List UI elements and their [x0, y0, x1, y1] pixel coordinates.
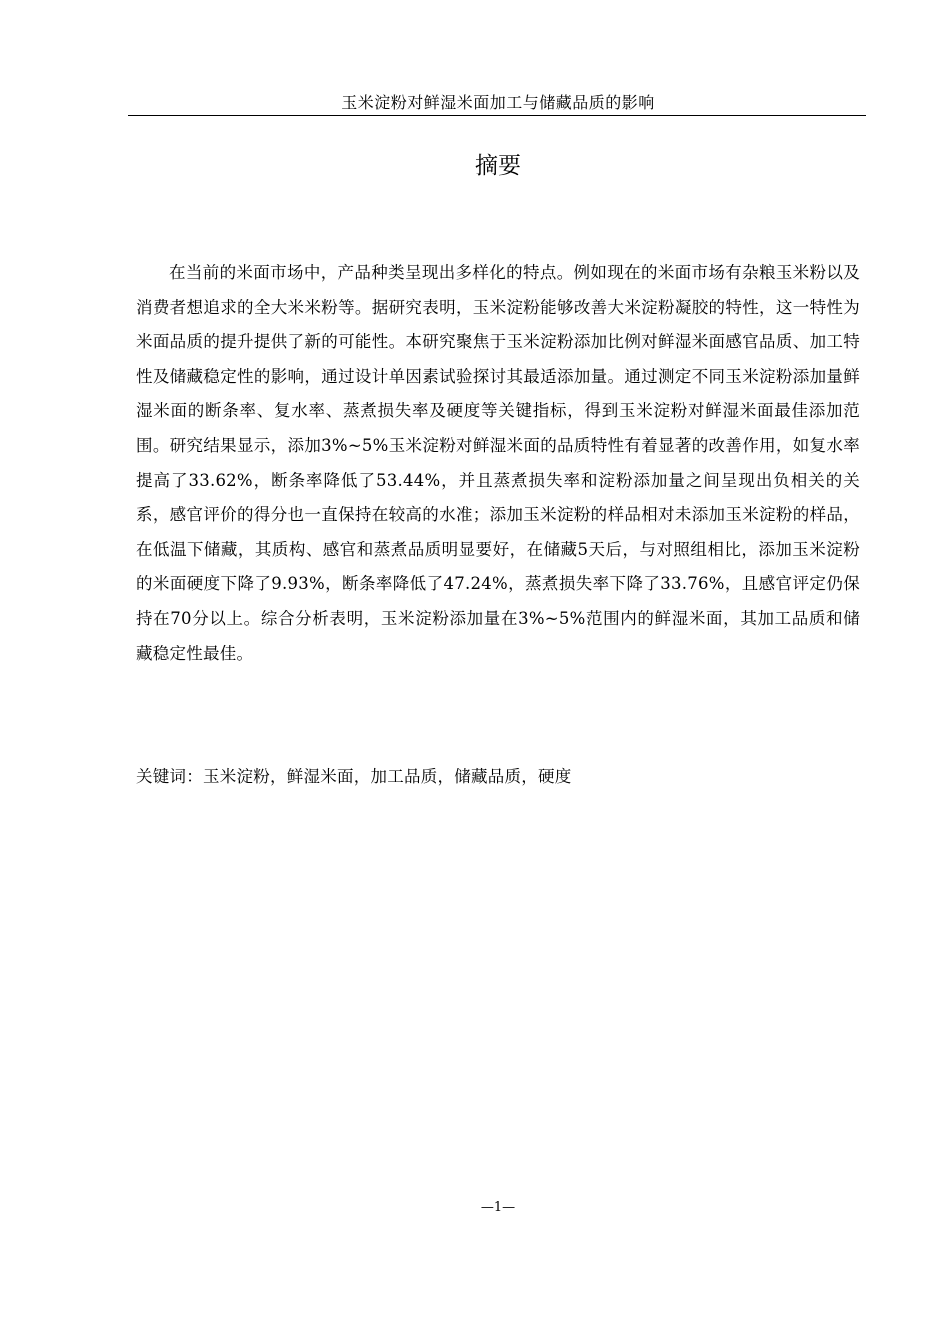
page-title: 摘要 [475, 153, 521, 179]
running-header-title: 玉米淀粉对鲜湿米面加工与储藏品质的影响 [341, 93, 655, 112]
header-divider [128, 115, 866, 116]
keywords-line: 关键词：玉米淀粉，鲜湿米面，加工品质，储藏品质，硬度 [136, 767, 572, 786]
abstract-paragraph: 在当前的米面市场中，产品种类呈现出多样化的特点。例如现在的米面市场有杂粮玉米粉以及消费者想追求的全大米米粉等。据研究表明，玉米淀粉能够改善大米淀粉凝胶的特性，这一特性为米面品质的提升提供了新的可能性。本研究聚焦于玉米淀粉添加比例对鲜湿米面感官品质、加工特性及储藏稳定性的影响，通过设计单因素试验探讨其最适添加量。通过测定不同玉米淀粉添加量鲜湿米面的断条率、复水率、蒸煮损失率及硬度等关键指标，得到玉米淀粉对鲜湿米面最佳添加范围。研究结果显示，添加3%~5%玉米淀粉对鲜湿米面的品质特性有着显著的改善作用，如复水率提高了33.62%，断条率降低了53.44%，并且蒸煮损失率和淀粉添加量之间呈现出负相关的关系，感官评价的得分也一直保持在较高的水准；添加玉米淀粉的样品相对未添加玉米淀粉的样品，在低温下储藏，其质构、感官和蒸煮品质明显要好，在储藏5天后，与对照组相比，添加玉米淀粉的米面硬度下降了9.93%，断条率降低了47.24%，蒸煮损失率下降了33.76%，且感官评定仍保持在70分以上。综合分析表明，玉米淀粉添加量在3%~5%范围内的鲜湿米面，其加工品质和储藏稳定性最佳。 [136, 263, 860, 663]
page-number: —1— [480, 1200, 516, 1215]
